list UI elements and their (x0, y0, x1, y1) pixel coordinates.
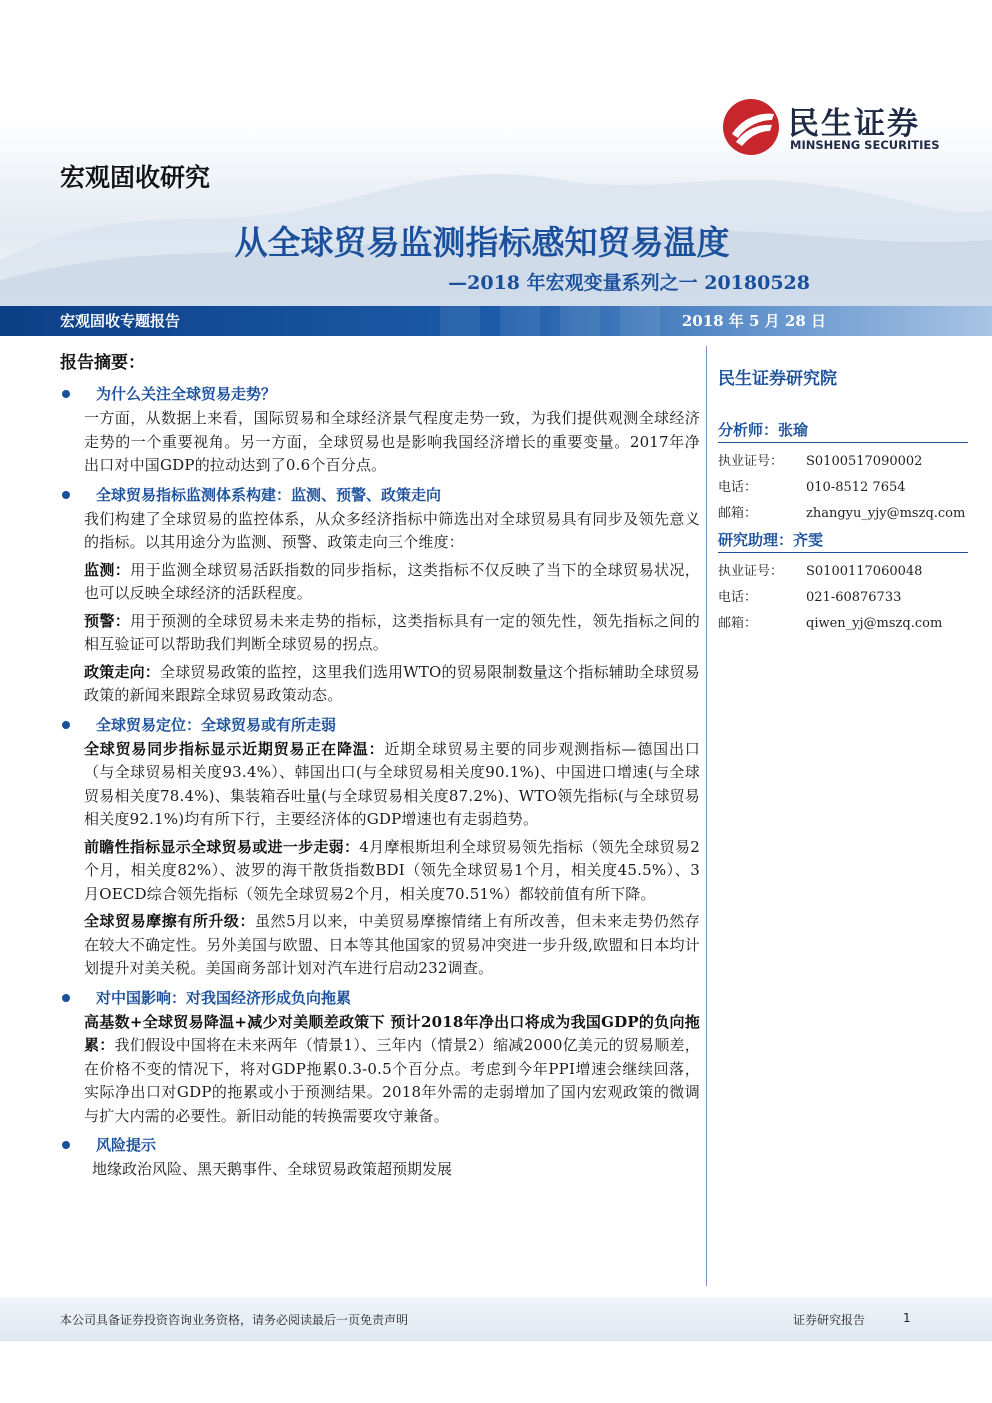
logo-english-name: MINSHENG SECURITIES (790, 138, 940, 152)
contact-row (718, 611, 968, 637)
abstract-sections (60, 381, 700, 1182)
contact-label: 执业证号： (718, 454, 784, 469)
section-paragraph (84, 610, 700, 657)
contact-row (718, 501, 968, 527)
contact-value: S0100117060048 (806, 564, 923, 579)
section-heading (60, 1132, 700, 1158)
footer-disclaimer: 本公司具备证券投资咨询业务资格，请务必阅读最后一页免责声明 (60, 1313, 409, 1327)
contact-value: 010-8512 7654 (806, 480, 906, 495)
report-date: 2018 年 5 月 28 日 (681, 312, 826, 330)
section-heading-text: 全球贸易指标监测体系构建：监测、预警、政策走向 (96, 485, 442, 504)
paragraph-text: 用于监测全球贸易活跃指数的同步指标，这类指标不仅反映了当下的全球贸易状况，也可以反映全球经济的活跃程度。 (84, 560, 700, 602)
section-heading (60, 482, 700, 508)
paragraph-lead: 高基数+全球贸易降温+减少对美顺差政策下 预计2018年净出口将成为我国GDP的负向拖累： (84, 1012, 700, 1054)
contact-label: 邮箱： (718, 616, 758, 631)
section-paragraph (84, 508, 700, 555)
footer-report-label: 证券研究报告 (793, 1313, 866, 1327)
logo-chinese-name: 民生证券 (788, 106, 920, 142)
paragraph-text: 近期全球贸易主要的同步观测指标—德国出口（与全球贸易相关度93.4%）、韩国出口(与全球贸易相关度90.1%)、中国进口增速(与全球贸易相关度78.4%)、集装箱吞吐量(与全球贸易相关度87.2%)、WTO领先指标(与全球贸易相关度92.1%)均有所下行，主要经济体的GDP增速也有走弱趋势。 (84, 739, 700, 828)
page-number: 1 (903, 1311, 911, 1325)
report-title: 从全球贸易监测指标感知贸易温度 (234, 223, 730, 262)
paragraph-lead: 监测： (84, 560, 131, 579)
section-heading-text: 全球贸易定位：全球贸易或有所走弱 (96, 715, 337, 734)
section-paragraph (84, 559, 700, 606)
paragraph-lead: 政策走向： (84, 662, 161, 681)
contact-label: 执业证号： (718, 564, 784, 579)
paragraph-lead: 全球贸易同步指标显示近期贸易正在降温： (84, 739, 385, 758)
report-type: 宏观固收专题报告 (60, 312, 181, 330)
assistant-info (718, 559, 968, 637)
paragraph-lead: 全球贸易摩擦有所升级： (84, 912, 255, 930)
section-heading-text: 风险提示 (96, 1136, 157, 1154)
contact-row (718, 449, 968, 475)
sidebar (718, 364, 968, 637)
column-divider (706, 346, 707, 1286)
section-heading-text: 为什么关注全球贸易走势？ (96, 385, 277, 403)
bullet-icon (62, 390, 70, 398)
paragraph-text: 4月摩根斯坦利全球贸易领先指标（领先全球贸易2个月，相关度82%）、波罗的海干散货指数BDI（领先全球贸易1个月，相关度45.5%）、3月OECD综合领先指标（领先全球贸易2个月，相关度70.51%）都较前值有所下降。 (84, 837, 700, 903)
paragraph-text: 虽然5月以来，中美贸易摩擦情绪上有所改善，但未来走势仍然存在较大不确定性。另外美国与欧盟、日本等其他国家的贸易冲突进一步升级,欧盟和日本均计划提升对美关税。美国商务部计划对汽车进行启动232调查。 (84, 912, 700, 977)
paragraph-text: 我们假设中国将在未来两年（情景1）、三年内（情景2）缩减2000亿美元的贸易顺差，在价格不变的情况下，将对GDP拖累0.3-0.5个百分点。考虑到今年PPI增速会继续回落，实际净出口对GDP的拖累或小于预测结果。2018年外需的走弱增加了国内宏观政策的微调与扩大内需的必要性。新旧动能的转换需要攻守兼备。 (84, 1036, 701, 1125)
contact-label: 邮箱： (718, 506, 758, 521)
paragraph-text: 一方面，从数据上来看，国际贸易和全球经济景气程度走势一致，为我们提供观测全球经济走势的一个重要视角。另一方面，全球贸易也是影响我国经济增长的重要变量。2017年净出口对中国GDP的拉动达到了0.6个百分点。 (84, 409, 700, 474)
contact-value: qiwen_yj@mszq.com (806, 616, 943, 631)
paragraph-lead: 预警： (84, 611, 131, 630)
paragraph-text: 我们构建了全球贸易的监控体系，从众多经济指标中筛选出对全球贸易具有同步及领先意义的指标。以其用途分为监测、预警、政策走向三个维度： (84, 509, 700, 551)
section-paragraph (84, 738, 700, 832)
assistant-role: 研究助理：齐雯 (718, 529, 968, 553)
contact-label: 电话： (718, 590, 758, 605)
contact-value: zhangyu_yjy@mszq.com (806, 506, 966, 521)
abstract-heading: 报告摘要： (60, 353, 145, 373)
paragraph-text: 地缘政治风险、黑天鹅事件、全球贸易政策超预期发展 (92, 1160, 453, 1178)
analyst-info (718, 449, 968, 527)
section-heading-text: 对中国影响：对我国经济形成负向拖累 (96, 988, 352, 1007)
section-paragraph (84, 1011, 700, 1129)
bullet-icon (62, 491, 70, 499)
paragraph-text: 全球贸易政策的监控，这里我们选用WTO的贸易限制数量这个指标辅助全球贸易政策的新闻来跟踪全球贸易政策动态。 (84, 662, 700, 704)
section-paragraph (84, 661, 700, 708)
paragraph-text: 用于预测的全球贸易未来走势的指标，这类指标具有一定的领先性，领先指标之间的相互验证可以帮助我们判断全球贸易的拐点。 (84, 611, 700, 653)
section-paragraph (92, 1158, 700, 1182)
paragraph-lead: 前瞻性指标显示全球贸易或进一步走弱： (84, 837, 360, 856)
section-heading (60, 712, 700, 738)
section-paragraph (84, 407, 700, 478)
contact-row (718, 559, 968, 585)
abstract-column (60, 348, 700, 1186)
report-category: 宏观固收研究 (60, 163, 211, 192)
report-subtitle: —2018 年宏观变量系列之一 20180528 (448, 272, 810, 294)
section-paragraph (84, 910, 700, 981)
contact-row (718, 475, 968, 501)
bullet-icon (62, 721, 70, 729)
section-heading (60, 381, 700, 407)
report-banner (0, 306, 992, 336)
section-heading (60, 985, 700, 1011)
contact-value: S0100517090002 (806, 454, 923, 469)
section-paragraph (84, 836, 700, 907)
analyst-role: 分析师：张瑜 (718, 419, 968, 443)
institute-name: 民生证券研究院 (718, 369, 837, 389)
contact-row (718, 585, 968, 611)
bullet-icon (62, 994, 70, 1002)
contact-label: 电话： (718, 480, 758, 495)
brand-logo (722, 96, 952, 156)
bullet-icon (62, 1141, 70, 1149)
contact-value: 021-60876733 (806, 590, 902, 605)
logo-emblem-icon (722, 98, 780, 156)
